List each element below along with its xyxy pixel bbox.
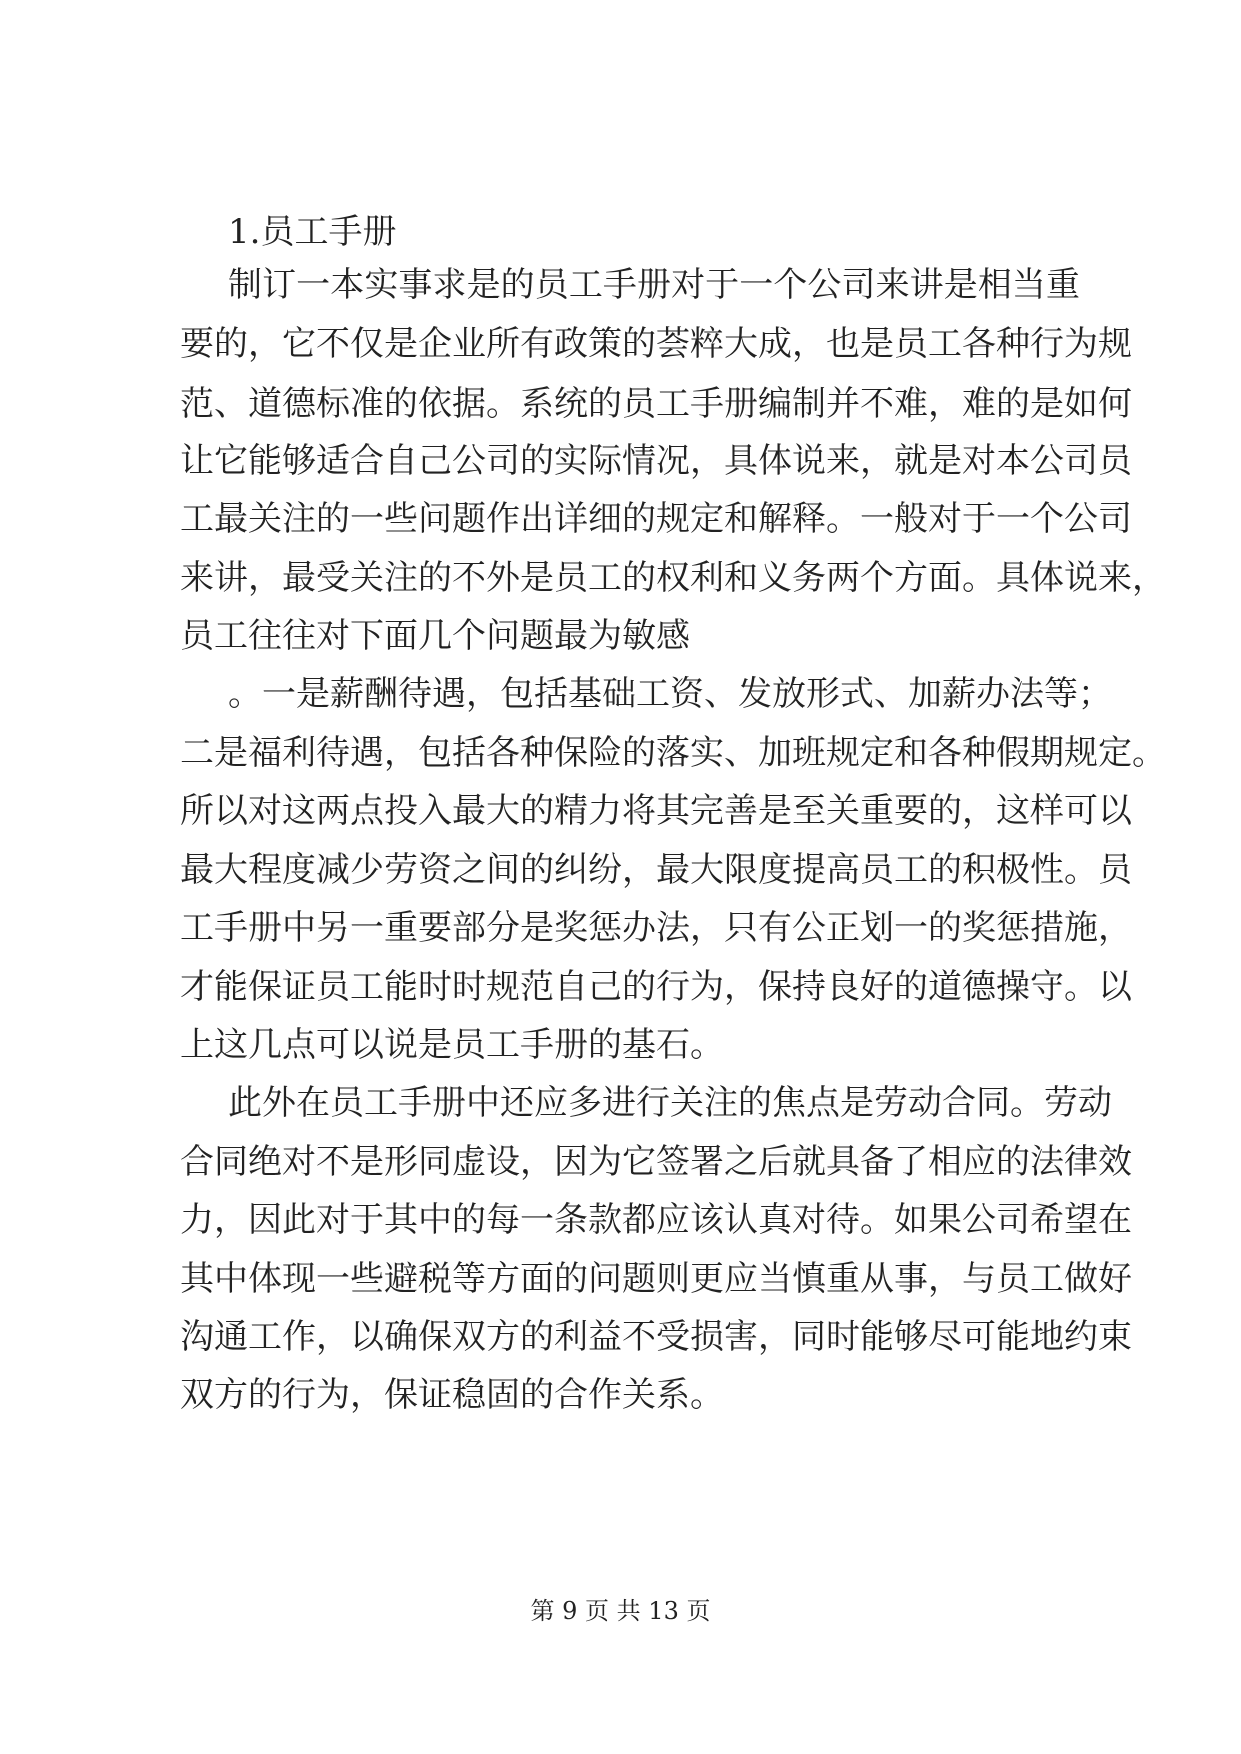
paragraph-line: 工手册中另一重要部分是奖惩办法，只有公正划一的奖惩措施，: [180, 908, 1132, 948]
paragraph-line: 合同绝对不是形同虚设，因为它签署之后就具备了相应的法律效: [180, 1142, 1132, 1182]
paragraph-line: 要的，它不仅是企业所有政策的荟粹大成，也是员工各种行为规: [180, 324, 1132, 364]
paragraph-line: 沟通工作，以确保双方的利益不受损害，同时能够尽可能地约束: [180, 1317, 1132, 1357]
paragraph-line: 双方的行为，保证稳固的合作关系。: [180, 1375, 724, 1415]
paragraph-line: 。一是薪酬待遇，包括基础工资、发放形式、加薪办法等；: [228, 674, 1112, 714]
paragraph-line: 工最关注的一些问题作出详细的规定和解释。一般对于一个公司: [180, 499, 1132, 539]
paragraph-line: 力，因此对于其中的每一条款都应该认真对待。如果公司希望在: [180, 1200, 1132, 1240]
paragraph-line: 来讲，最受关注的不外是员工的权利和义务两个方面。具体说来，: [180, 558, 1166, 598]
paragraph-line: 上这几点可以说是员工手册的基石。: [180, 1025, 724, 1065]
paragraph-line: 制订一本实事求是的员工手册对于一个公司来讲是相当重: [228, 265, 1080, 305]
paragraph-line: 其中体现一些避税等方面的问题则更应当慎重从事，与员工做好: [180, 1259, 1132, 1299]
paragraph-line: 让它能够适合自己公司的实际情况，具体说来，就是对本公司员: [180, 441, 1132, 481]
paragraph-line: 所以对这两点投入最大的精力将其完善是至关重要的，这样可以: [180, 791, 1132, 831]
section-heading: 1.员工手册: [228, 212, 397, 252]
paragraph-line: 二是福利待遇，包括各种保险的落实、加班规定和各种假期规定。: [180, 733, 1166, 773]
page-footer: 第 9 页 共 13 页: [530, 1597, 711, 1625]
paragraph-line: 最大程度减少劳资之间的纠纷，最大限度提高员工的积极性。员: [180, 850, 1132, 890]
paragraph-line: 此外在员工手册中还应多进行关注的焦点是劳动合同。劳动: [228, 1083, 1112, 1123]
paragraph-line: 范、道德标准的依据。系统的员工手册编制并不难，难的是如何: [180, 384, 1132, 424]
paragraph-line: 才能保证员工能时时规范自己的行为，保持良好的道德操守。以: [180, 967, 1132, 1007]
paragraph-line: 员工往往对下面几个问题最为敏感: [180, 616, 690, 656]
